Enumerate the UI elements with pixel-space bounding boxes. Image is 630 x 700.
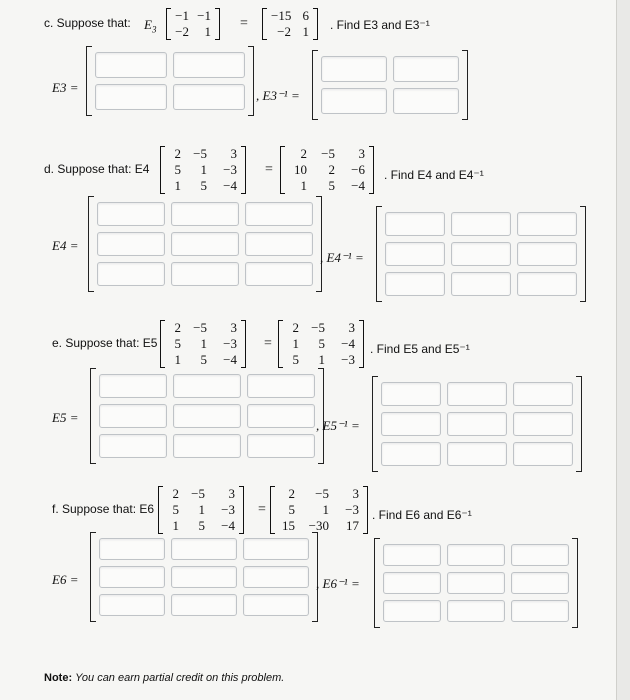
- lhs-cell: −3: [223, 162, 237, 177]
- answer-input[interactable]: [381, 382, 441, 406]
- lhs-cell: 3: [230, 146, 237, 161]
- note-label: Note:: [44, 672, 73, 684]
- lhs-cell: 5: [172, 502, 179, 517]
- e4-inverse-answer-matrix: [376, 206, 586, 302]
- answer-input[interactable]: [247, 434, 315, 458]
- answer-input[interactable]: [511, 544, 569, 566]
- answer-input[interactable]: [99, 594, 165, 616]
- answer-input[interactable]: [171, 594, 237, 616]
- e4-answer-matrix: [88, 196, 322, 292]
- problem-d-prefix: d. Suppose that: E4: [44, 162, 150, 176]
- lhs-cell: 5: [200, 352, 207, 367]
- e3-answer-matrix: [86, 46, 254, 116]
- answer-input[interactable]: [321, 88, 387, 114]
- lhs-cell: 3: [230, 320, 237, 335]
- answer-input[interactable]: [447, 412, 507, 436]
- rhs-cell: 17: [346, 518, 359, 533]
- e6-answer-matrix: [90, 532, 318, 622]
- e5-answer-matrix: [90, 368, 324, 464]
- answer-input[interactable]: [95, 52, 167, 78]
- answer-input[interactable]: [173, 52, 245, 78]
- rhs-cell: 1: [300, 178, 307, 193]
- rhs-cell: 1: [302, 24, 309, 39]
- answer-input[interactable]: [511, 600, 569, 622]
- answer-input[interactable]: [243, 566, 309, 588]
- rhs-cell: 5: [328, 178, 335, 193]
- rhs-cell: 1: [292, 336, 299, 351]
- equals-sign: =: [264, 336, 272, 351]
- e4-label: E4 =: [52, 238, 79, 253]
- answer-input[interactable]: [173, 374, 241, 398]
- answer-input[interactable]: [99, 434, 167, 458]
- e5-inverse-answer-matrix: [372, 376, 582, 472]
- problem-e-lhs-matrix: [160, 320, 246, 368]
- answer-input[interactable]: [95, 84, 167, 110]
- lhs-cell: 5: [174, 162, 181, 177]
- lhs-cell: 1: [174, 178, 181, 193]
- problem-f-suffix: . Find E6 and E6⁻¹: [372, 508, 472, 522]
- lhs-cell: 1: [174, 352, 181, 367]
- rhs-cell: −3: [341, 352, 355, 367]
- answer-input[interactable]: [173, 84, 245, 110]
- rhs-cell: 3: [352, 486, 359, 501]
- lhs-cell: −5: [191, 486, 205, 501]
- problem-e-prefix: e. Suppose that: E5: [52, 336, 158, 350]
- lhs-cell: −5: [193, 146, 207, 161]
- rhs-cell: 1: [318, 352, 325, 367]
- answer-input[interactable]: [447, 442, 507, 466]
- answer-input[interactable]: [247, 404, 315, 428]
- answer-input[interactable]: [171, 262, 239, 286]
- answer-input[interactable]: [171, 538, 237, 560]
- e6-inverse-answer-matrix: [374, 538, 578, 628]
- answer-input[interactable]: [243, 538, 309, 560]
- answer-input[interactable]: [97, 202, 165, 226]
- answer-input[interactable]: [383, 600, 441, 622]
- rhs-cell: 2: [328, 162, 335, 177]
- answer-input[interactable]: [173, 404, 241, 428]
- note-text: You can earn partial credit on this problem.: [75, 672, 285, 684]
- answer-input[interactable]: [243, 594, 309, 616]
- lhs-cell: 5: [198, 518, 205, 533]
- equals-sign: =: [265, 162, 273, 177]
- lhs-cell: 1: [172, 518, 179, 533]
- problem-e-rhs-matrix: [278, 320, 364, 368]
- lhs-cell: −4: [221, 518, 235, 533]
- rhs-cell: 15: [282, 518, 295, 533]
- answer-input[interactable]: [381, 412, 441, 436]
- answer-input[interactable]: [99, 374, 167, 398]
- answer-input[interactable]: [173, 434, 241, 458]
- rhs-cell: 5: [292, 352, 299, 367]
- rhs-cell: 6: [302, 8, 309, 23]
- answer-input[interactable]: [97, 262, 165, 286]
- rhs-cell: −5: [321, 146, 335, 161]
- lhs-cell: −1: [175, 8, 189, 23]
- lhs-cell: −2: [175, 24, 189, 39]
- lhs-cell: −3: [223, 336, 237, 351]
- rhs-cell: −4: [351, 178, 365, 193]
- lhs-cell: 2: [174, 320, 181, 335]
- lhs-cell: 3: [228, 486, 235, 501]
- answer-input[interactable]: [393, 88, 459, 114]
- answer-input[interactable]: [513, 442, 573, 466]
- lhs-cell: 1: [200, 336, 207, 351]
- e6-label: E6 =: [52, 572, 79, 587]
- answer-input[interactable]: [517, 272, 577, 296]
- lhs-cell: 2: [172, 486, 179, 501]
- e3-label: E3 =: [52, 80, 79, 95]
- rhs-cell: −5: [311, 320, 325, 335]
- answer-input[interactable]: [451, 272, 511, 296]
- answer-input[interactable]: [383, 544, 441, 566]
- answer-input[interactable]: [99, 566, 165, 588]
- answer-input[interactable]: [393, 56, 459, 82]
- answer-input[interactable]: [245, 232, 313, 256]
- rhs-cell: 2: [292, 320, 299, 335]
- answer-input[interactable]: [247, 374, 315, 398]
- rhs-cell: −2: [277, 24, 291, 39]
- problem-d-lhs-matrix: [160, 146, 246, 194]
- e6-inverse-label: , E6⁻¹ =: [316, 576, 360, 591]
- answer-input[interactable]: [517, 242, 577, 266]
- problem-f-rhs-matrix: [270, 486, 368, 534]
- rhs-cell: −6: [351, 162, 365, 177]
- rhs-cell: 2: [300, 146, 307, 161]
- rhs-cell: 5: [288, 502, 295, 517]
- e3-inverse-label: , E3⁻¹ =: [256, 88, 300, 103]
- rhs-cell: −3: [345, 502, 359, 517]
- e5-label: E5 =: [52, 410, 79, 425]
- answer-input[interactable]: [99, 538, 165, 560]
- answer-input[interactable]: [447, 544, 505, 566]
- answer-input[interactable]: [97, 232, 165, 256]
- answer-input[interactable]: [451, 212, 511, 236]
- lhs-cell: −1: [197, 8, 211, 23]
- problem-c-rhs-matrix: [262, 8, 318, 40]
- lhs-cell: 2: [174, 146, 181, 161]
- answer-input[interactable]: [385, 212, 445, 236]
- lhs-cell: −5: [193, 320, 207, 335]
- answer-input[interactable]: [511, 572, 569, 594]
- lhs-cell: 1: [204, 24, 211, 39]
- lhs-cell: −4: [223, 178, 237, 193]
- rhs-cell: 5: [318, 336, 325, 351]
- lhs-cell: 1: [198, 502, 205, 517]
- partial-credit-note: [44, 672, 284, 684]
- rhs-cell: −5: [315, 486, 329, 501]
- answer-input[interactable]: [245, 202, 313, 226]
- answer-input[interactable]: [321, 56, 387, 82]
- rhs-cell: 10: [294, 162, 307, 177]
- problem-e-suffix: . Find E5 and E5⁻¹: [370, 342, 470, 356]
- answer-input[interactable]: [245, 262, 313, 286]
- rhs-cell: −15: [271, 8, 292, 23]
- equals-sign: =: [258, 502, 266, 517]
- answer-input[interactable]: [513, 382, 573, 406]
- problem-d-rhs-matrix: [280, 146, 374, 194]
- answer-input[interactable]: [385, 242, 445, 266]
- answer-input[interactable]: [447, 572, 505, 594]
- lhs-cell: 5: [174, 336, 181, 351]
- problem-c-prefix: c. Suppose that:: [44, 16, 131, 30]
- e4-inverse-label: , E4⁻¹ =: [320, 250, 364, 265]
- e3-inverse-answer-matrix: [312, 50, 468, 120]
- problem-c-matrix-name: $E_3$: [144, 17, 157, 35]
- answer-input[interactable]: [385, 272, 445, 296]
- lhs-cell: 1: [200, 162, 207, 177]
- answer-input[interactable]: [451, 242, 511, 266]
- answer-input[interactable]: [517, 212, 577, 236]
- answer-input[interactable]: [383, 572, 441, 594]
- rhs-cell: 2: [288, 486, 295, 501]
- problem-f-lhs-matrix: [158, 486, 244, 534]
- e5-inverse-label: , E5⁻¹ =: [316, 418, 360, 433]
- rhs-cell: 1: [322, 502, 329, 517]
- answer-input[interactable]: [171, 566, 237, 588]
- rhs-cell: −4: [341, 336, 355, 351]
- equals-sign: =: [240, 16, 248, 31]
- rhs-cell: −30: [308, 518, 329, 533]
- answer-input[interactable]: [171, 202, 239, 226]
- answer-input[interactable]: [447, 382, 507, 406]
- problem-f-prefix: f. Suppose that: E6: [52, 502, 155, 516]
- problem-c-suffix: . Find E3 and E3⁻¹: [330, 18, 430, 32]
- problem-c-lhs-matrix: [166, 8, 220, 40]
- lhs-cell: −3: [221, 502, 235, 517]
- answer-input[interactable]: [171, 232, 239, 256]
- answer-input[interactable]: [99, 404, 167, 428]
- rhs-cell: 3: [358, 146, 365, 161]
- lhs-cell: 5: [200, 178, 207, 193]
- lhs-cell: −4: [223, 352, 237, 367]
- answer-input[interactable]: [447, 600, 505, 622]
- answer-input[interactable]: [381, 442, 441, 466]
- problem-d-suffix: . Find E4 and E4⁻¹: [384, 168, 484, 182]
- answer-input[interactable]: [513, 412, 573, 436]
- rhs-cell: 3: [348, 320, 355, 335]
